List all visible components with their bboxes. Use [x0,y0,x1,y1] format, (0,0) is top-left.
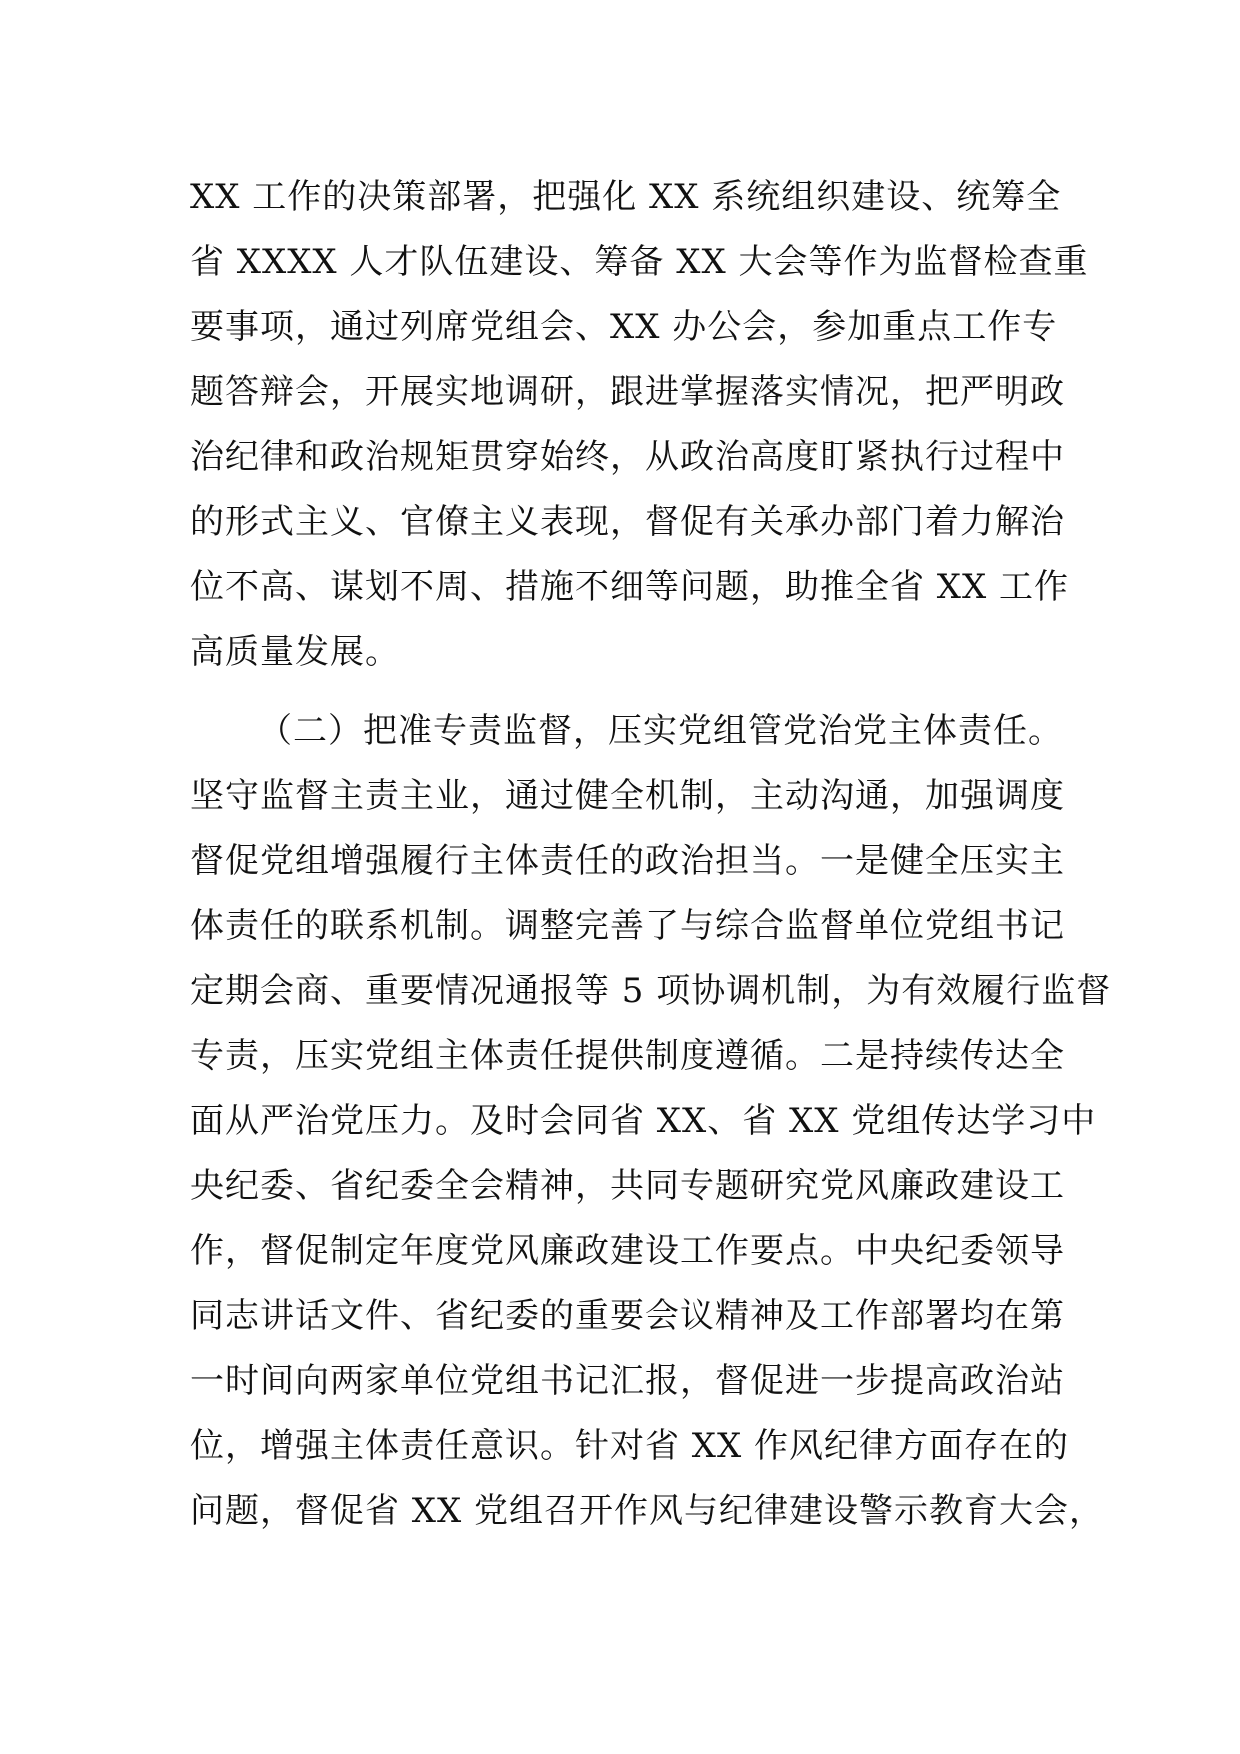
paragraph-1 [190,165,1089,685]
text-line: 位不高、谋划不周、措施不细等问题，助推全省 XX 工作 [190,567,1070,607]
text-line: 同志讲话文件、省纪委的重要会议精神及工作部署均在第 [190,1296,1065,1336]
text-line: 题答辩会，开展实地调研，跟进掌握落实情况，把严明政 [190,372,1065,412]
section-heading-line: （二）把准专责监督，压实党组管党治党主体责任。 [258,711,1063,751]
text-line: 央纪委、省纪委全会精神，共同专题研究党风廉政建设工 [190,1166,1065,1206]
text-line: 治纪律和政治规矩贯穿始终，从政治高度盯紧执行过程中 [190,437,1065,477]
text-line: 督促党组增强履行主体责任的政治担当。一是健全压实主 [190,841,1065,881]
text-line: 要事项，通过列席党组会、XX 办公会，参加重点工作专 [190,307,1058,347]
text-line: XX 工作的决策部署，把强化 XX 系统组织建设、统筹全 [190,177,1062,217]
text-line: 位，增强主体责任意识。针对省 XX 作风纪律方面存在的 [190,1426,1070,1466]
text-line: 高质量发展。 [190,632,400,672]
text-line: 的形式主义、官僚主义表现，督促有关承办部门着力解治 [190,502,1065,542]
text-line: 问题，督促省 XX 党组召开作风与纪律建设警示教育大会， [190,1491,1105,1531]
text-line: 省 XXXX 人才队伍建设、筹备 XX 大会等作为监督检查重 [190,242,1089,282]
text-line: 面从严治党压力。及时会同省 XX、省 XX 党组传达学习中 [190,1101,1097,1141]
paragraph-2 [190,699,1112,1544]
text-line: 体责任的联系机制。调整完善了与综合监督单位党组书记 [190,906,1065,946]
text-line: 定期会商、重要情况通报等 5 项协调机制，为有效履行监督 [190,971,1112,1011]
text-line: 一时间向两家单位党组书记汇报，督促进一步提高政治站 [190,1361,1065,1401]
text-line: 坚守监督主责主业，通过健全机制，主动沟通，加强调度 [190,776,1065,816]
text-line: 作，督促制定年度党风廉政建设工作要点。中央纪委领导 [190,1231,1065,1271]
text-line: 专责，压实党组主体责任提供制度遵循。二是持续传达全 [190,1036,1065,1076]
